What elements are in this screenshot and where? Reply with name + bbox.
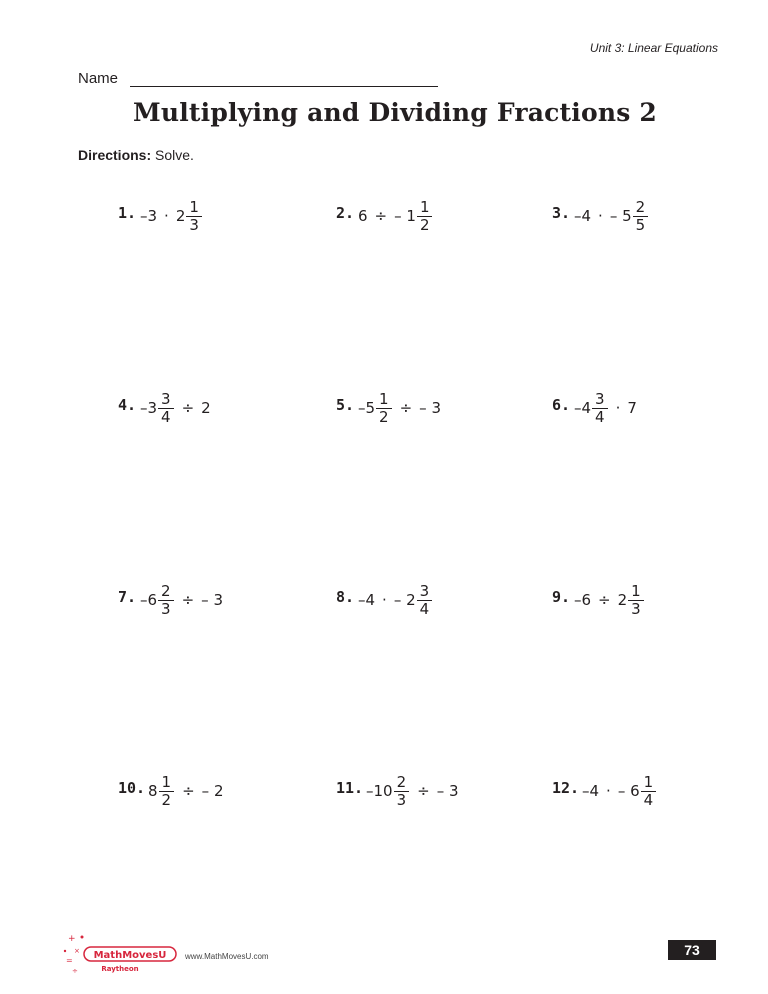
- whole: – 1: [394, 207, 416, 225]
- operator: ·: [382, 591, 387, 609]
- fraction: $\frac{1}{2}$: [159, 774, 175, 809]
- term: – 3: [201, 591, 223, 609]
- term: – 3: [436, 782, 459, 800]
- operator: ·: [606, 782, 611, 800]
- fraction: $\frac{1}{2}$: [417, 199, 433, 234]
- whole: –5: [358, 399, 376, 417]
- footer-url[interactable]: www.MathMovesU.com: [185, 952, 269, 961]
- term: 7: [627, 399, 637, 417]
- operator: ÷: [417, 782, 430, 800]
- name-label: Name: [78, 70, 119, 87]
- svg-text:Raytheon: Raytheon: [101, 965, 139, 973]
- svg-text:+: +: [68, 934, 76, 944]
- operator: ÷: [374, 207, 388, 225]
- fraction: $\frac{3}{4}$: [417, 583, 433, 618]
- fraction: $\frac{1}{3}$: [186, 199, 202, 234]
- operator: ÷: [181, 399, 195, 417]
- operator: ÷: [182, 782, 195, 800]
- whole: –4: [574, 399, 592, 417]
- problem-number: 7.: [118, 588, 137, 606]
- whole: 2: [175, 207, 186, 225]
- term: –4: [358, 591, 376, 609]
- fraction: $\frac{2}{3}$: [394, 774, 410, 809]
- name-line: [130, 86, 438, 87]
- problem-number: 5.: [336, 396, 355, 414]
- problem-number: 12.: [552, 779, 580, 797]
- problem-number: 11.: [336, 779, 364, 797]
- operator: ÷: [399, 399, 413, 417]
- problem-number: 4.: [118, 396, 137, 414]
- whole: 8: [148, 782, 158, 800]
- fraction: $\frac{1}{4}$: [641, 774, 657, 809]
- problem-number: 10.: [118, 779, 146, 797]
- term: –4: [582, 782, 600, 800]
- whole: – 2: [393, 591, 416, 609]
- svg-text:×: ×: [74, 947, 80, 955]
- operator: ·: [615, 399, 621, 417]
- problem-number: 2.: [336, 204, 355, 222]
- term: 6: [358, 207, 368, 225]
- term: – 2: [201, 782, 224, 800]
- unit-label: Unit 3: Linear Equations: [589, 41, 718, 55]
- term: –6: [574, 591, 592, 609]
- whole: – 6: [617, 782, 640, 800]
- svg-text:=: =: [66, 956, 73, 965]
- svg-text:MathMovesU: MathMovesU: [93, 950, 167, 961]
- term: 2: [201, 399, 211, 417]
- term: –3: [140, 207, 158, 225]
- term: – 3: [419, 399, 441, 417]
- problem-number: 3.: [552, 204, 571, 222]
- fraction: $\frac{2}{3}$: [158, 583, 174, 618]
- directions: [78, 147, 194, 163]
- directions-text: Solve.: [155, 147, 194, 163]
- term: –4: [574, 207, 592, 225]
- fraction: $\frac{2}{5}$: [633, 199, 649, 234]
- page-number: 73: [668, 940, 716, 960]
- operator: ·: [598, 207, 603, 225]
- problem-number: 9.: [552, 588, 571, 606]
- svg-text:÷: ÷: [72, 967, 78, 975]
- operator: ÷: [598, 591, 611, 609]
- whole: –10: [366, 782, 393, 800]
- directions-label: Directions:: [78, 147, 152, 163]
- whole: 2: [617, 591, 628, 609]
- operator: ·: [164, 207, 169, 225]
- fraction: $\frac{3}{4}$: [592, 391, 608, 426]
- problem-number: 6.: [552, 396, 571, 414]
- problem-number: 8.: [336, 588, 355, 606]
- whole: –6: [140, 591, 158, 609]
- mathmovesu-logo: [62, 929, 182, 979]
- fraction: $\frac{3}{4}$: [158, 391, 174, 426]
- fraction: $\frac{1}{2}$: [376, 391, 392, 426]
- whole: –3: [140, 399, 158, 417]
- whole: – 5: [609, 207, 632, 225]
- fraction: $\frac{1}{3}$: [628, 583, 644, 618]
- operator: ÷: [181, 591, 195, 609]
- page-title: Multiplying and Dividing Fractions 2: [132, 98, 658, 127]
- problem-number: 1.: [118, 204, 137, 222]
